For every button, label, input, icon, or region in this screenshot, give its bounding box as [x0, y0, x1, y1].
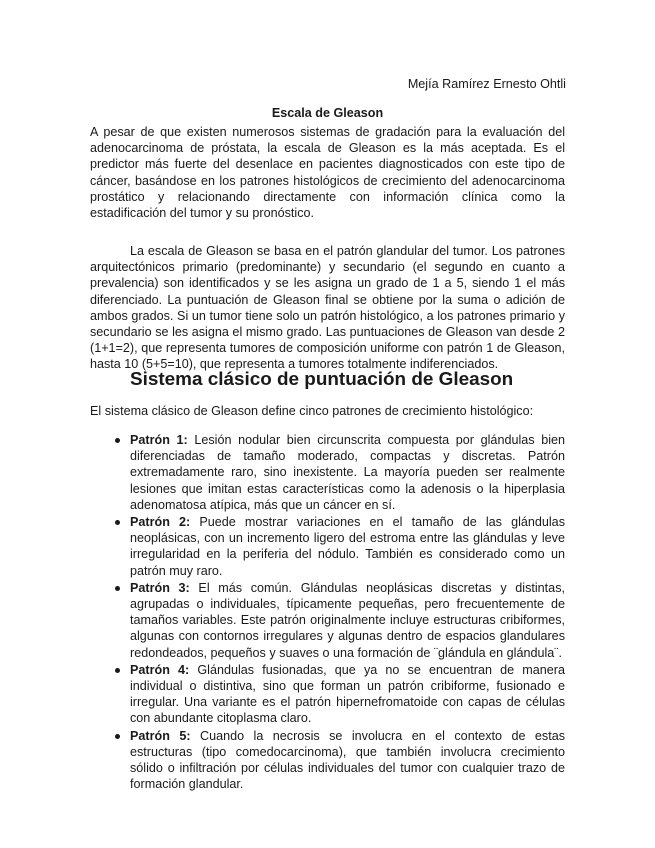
bullet-icon [115, 520, 120, 525]
pattern-4-label: Patrón 4: [130, 662, 190, 677]
bullet-icon [115, 586, 120, 591]
bullet-icon [115, 734, 120, 739]
pattern-3-description: El más común. Glándulas neoplásicas discretas y distintas, agrupadas o individuales, típicamente pequeñas, pero frecuentemente de tamaños variables. Este patrón originalmente incluye estructuras cribiformes, algunas con contornos irregulares y algunas dentro de espacios glandulares redondeados, pequeños y suaves o una formación de ¨glándula en glándula¨. [130, 580, 565, 660]
pattern-3-label: Patrón 3: [130, 580, 190, 595]
section-intro: El sistema clásico de Gleason define cinco patrones de crecimiento histológico: [90, 404, 534, 418]
pattern-4-text [130, 662, 565, 727]
pattern-2-label: Patrón 2: [130, 515, 191, 530]
patterns-list [90, 432, 565, 793]
intro-paragraph: A pesar de que existen numerosos sistemas de gradación para la evaluación del adenocarcinoma de próstata, la escala de Gleason es la más aceptada. Es el predictor más fuerte del desenlace en pacientes diagnosticados con este tipo de cáncer, basándose en los patrones histológicos de crecimiento del adenocarcinoma prostático y relacionando directamente con información clínica como la estadificación del tumor y su pronóstico. [90, 125, 565, 221]
list-item-pattern-5 [90, 728, 565, 793]
pattern-4-description: Glándulas fusionadas, que ya no se encuentran de manera individual o distintiva, sino que forman un patrón cribiforme, fusionado e irregular. Una variante es el patrón hipernefromatoide con capas de células con abundante citoplasma claro. [130, 662, 565, 726]
list-item-pattern-1 [90, 432, 565, 513]
pattern-5-label: Patrón 5: [130, 728, 191, 743]
section-intro-block [90, 403, 565, 419]
author-name: Mejía Ramírez Ernesto Ohtli [407, 77, 566, 91]
scale-paragraph: La escala de Gleason se basa en el patrón glandular del tumor. Los patrones arquitectónicos primario (predominante) y secundario (el segundo en cuanto a prevalencia) son identificados y se les asigna un grado de 1 a 5, siendo 1 el más diferenciado. La puntuación de Gleason final se obtiene por la suma o adición de ambos grados. Si un tumor tiene solo un patrón histológico, a los patrones primario y secundario se les asigna el mismo grado. Las puntuaciones de Gleason van desde 2 (1+1=2), que representa tumores de composición uniforme con patrón 1 de Gleason, hasta 10 (5+5=10), que representa a tumores totalmente indiferenciados. [90, 244, 565, 372]
pattern-5-description: Cuando la necrosis se involucra en el contexto de estas estructuras (tipo comedocarcinoma), que también involucra crecimiento sólido o infiltración por células individuales del tumor con cualquier trazo de formación glandular. [130, 728, 565, 792]
pattern-1-description: Lesión nodular bien circunscrita compuesta por glándulas bien diferenciadas de tamaño moderado, compactas y discretas. Patrón extremadamente raro, sino inexistente. La mayoría pueden ser realmente lesiones que imitan estas características como la adenosis o la hiperplasia adenomatosa atípica, más que un cáncer en sí. [130, 433, 565, 512]
list-item-pattern-3 [90, 580, 565, 661]
bullet-icon [115, 438, 120, 443]
section-heading: Sistema clásico de puntuación de Gleason [130, 369, 514, 390]
pattern-3-text [130, 580, 565, 661]
scale-paragraph-block [90, 243, 565, 373]
pattern-5-text [130, 728, 565, 793]
intro-paragraph-block [90, 124, 565, 221]
pattern-2-description: Puede mostrar variaciones en el tamaño de las glándulas neoplásicas, con un incremento ligero del estroma entre las glándulas y leve irregularidad en la periferia del nódulo. También es considerado como un patrón muy raro. [130, 515, 565, 578]
list-item-pattern-4 [90, 662, 565, 727]
bullet-icon [115, 668, 120, 673]
pattern-2-text [130, 514, 565, 579]
page-title: Escala de Gleason [271, 106, 384, 120]
pattern-1-text [130, 432, 565, 513]
pattern-1-label: Patrón 1: [130, 433, 188, 447]
list-item-pattern-2 [90, 514, 565, 579]
